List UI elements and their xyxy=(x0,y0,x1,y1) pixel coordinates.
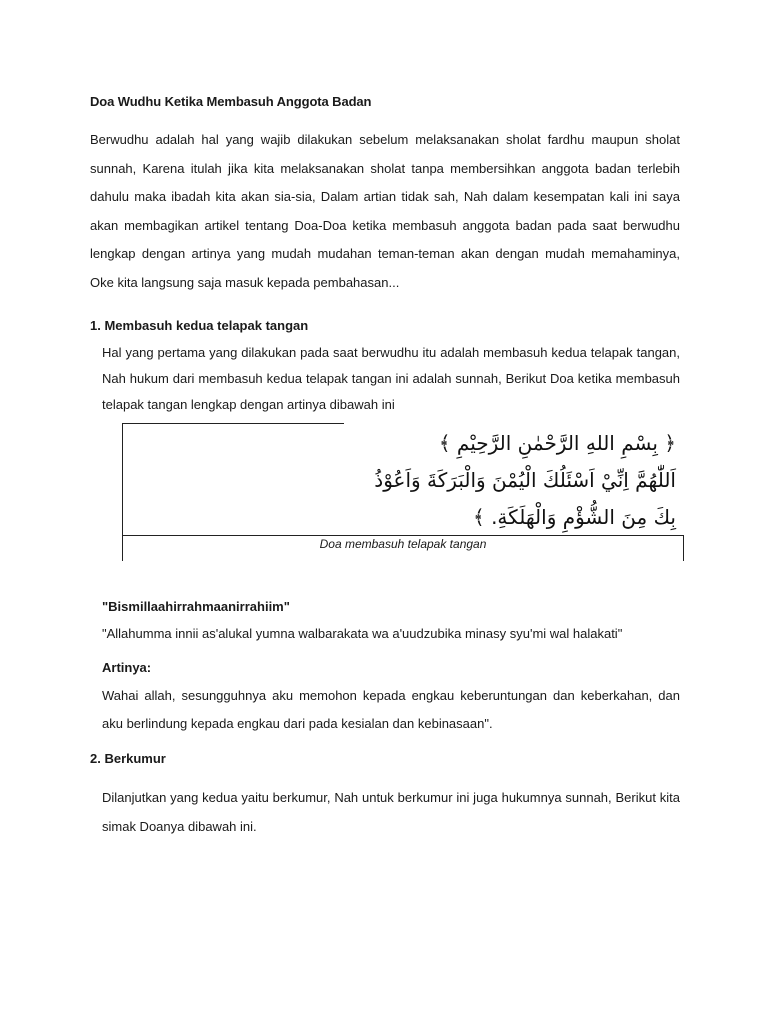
arabic-line-2: اَللّٰهُمَّ اِنِّيْ اَسْئَلُكَ الْيُمْنَ وَالْبَرَكَةَ وَاَعُوْذُ xyxy=(374,468,676,492)
section1-heading: 1. Membasuh kedua telapak tangan xyxy=(90,318,309,333)
intro-paragraph: Berwudhu adalah hal yang wajib dilakukan sebelum melaksanakan sholat fardhu maupun sholat sunnah, Karena itulah jika kita melaksanakan sholat tanpa membersihkan anggota badan terlebih dahulu maka ibadah kita akan sia-sia, Dalam artian tidak sah, Nah dalam kesempatan kali ini saya akan membagikan artikel tentang Doa-Doa ketika membasuh anggota badan pada saat berwudhu lengkap dengan artinya yang mudah mudahan teman-teman akan dengan mudah memahaminya, Oke kita langsung saja masuk kepada pembahasan... xyxy=(90,132,680,290)
bismillah-text: "Bismillaahirrahmaanirrahiim" xyxy=(102,599,290,614)
section2-paragraph: Dilanjutkan yang kedua yaitu berkumur, Nah untuk berkumur ini juga hukumnya sunnah, Berikut kita simak Doanya dibawah ini. xyxy=(102,790,680,834)
arabic-line-1: ﴿ بِسْمِ اللهِ الرَّحْمٰنِ الرَّحِيْمِ ﴾ xyxy=(438,431,676,455)
transliteration-text: "Allahumma innii as'alukal yumna walbarakata wa a'uudzubika minasy syu'mi wal halakati" xyxy=(102,626,623,641)
arabic-doa-text xyxy=(376,425,676,536)
artinya-label: Artinya: xyxy=(102,660,152,675)
doa-figure xyxy=(122,423,684,561)
section2-heading: 2. Berkumur xyxy=(90,751,166,766)
page-title: Doa Wudhu Ketika Membasuh Anggota Badan xyxy=(90,94,372,109)
section1-paragraph: Hal yang pertama yang dilakukan pada saat berwudhu itu adalah membasuh kedua telapak tangan, Nah hukum dari membasuh kedua telapak tangan ini adalah sunnah, Berikut Doa ketika membasuh telapak tangan lengkap dengan artinya dibawah ini xyxy=(102,345,680,412)
figure-border-top xyxy=(122,423,344,424)
figure-caption: Doa membasuh telapak tangan xyxy=(319,537,487,551)
arabic-line-3: بِكَ مِنَ الشُّؤْمِ وَالْهَلَكَةِ. ﴾ xyxy=(473,505,676,529)
artinya-paragraph: Wahai allah, sesungguhnya aku memohon kepada engkau keberuntungan dan keberkahan, dan aku berlindung kepada engkau dari pada kesialan dan kebinasaan". xyxy=(102,688,680,731)
